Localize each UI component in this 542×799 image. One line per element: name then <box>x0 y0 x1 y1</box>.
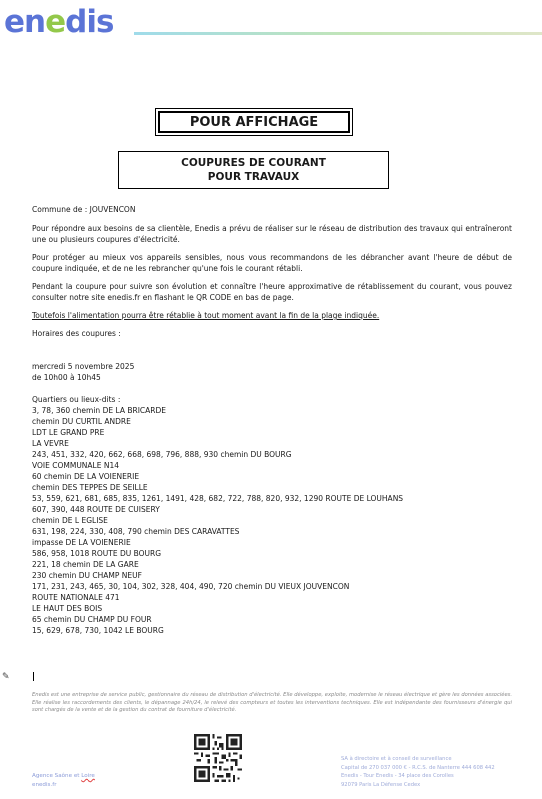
subtitle-line2: POUR TRAVAUX <box>207 171 300 183</box>
title-box <box>155 108 353 136</box>
list-item: 3, 78, 360 chemin DE LA BRICARDE <box>32 406 166 415</box>
list-item: 65 chemin DU CHAMP DU FOUR <box>32 615 152 624</box>
legal-line: SA à directoire et à conseil de surveillance <box>341 756 452 762</box>
list-item: LE HAUT DES BOIS <box>32 604 103 613</box>
list-item: 171, 231, 243, 465, 30, 104, 302, 328, 404, 490, 720 chemin DU VIEUX JOUVENCON <box>32 582 350 591</box>
list-item: impasse DE LA VOIENERIE <box>32 538 131 547</box>
subtitle-line1: COUPURES DE COURANT <box>181 157 326 169</box>
list-item: VOIE COMMUNALE N14 <box>32 461 120 470</box>
subtitle-box <box>118 151 389 189</box>
agency-block <box>32 772 95 790</box>
commune-line: Commune de : JOUVENCON <box>32 205 136 214</box>
header-divider <box>134 32 542 35</box>
agency-region: Loire <box>81 773 95 779</box>
outage-date: mercredi 5 novembre 2025 <box>32 362 135 371</box>
list-item: LDT LE GRAND PRE <box>32 428 105 437</box>
list-item: 586, 958, 1018 ROUTE DU BOURG <box>32 549 162 558</box>
footer-description: Enedis est une entreprise de service public, gestionnaire du réseau de distribution d'électricité. Elle développe, exploite, modernise le réseau électrique et gère les données associées. Elle réalise les raccordements des clients, le dépannage 24h/24, le relevé des compteurs et toutes les interventions techniques. Elle est indépendante des fournisseurs d'énergie qui sont chargés de la vente et de la gestion du contrat de fourniture d'électricité. <box>32 692 512 713</box>
legal-line: Capital de 270 037 000 € - R.C.S. de Nanterre 444 608 442 <box>341 764 495 771</box>
list-item: 60 chemin DE LA VOIENERIE <box>32 472 140 481</box>
pencil-icon[interactable]: ✎ <box>2 672 10 682</box>
outage-time: de 10h00 à 10h45 <box>32 373 101 382</box>
agency-name: Agence Saône et <box>32 773 80 779</box>
list-item: chemin DE L EGLISE <box>32 516 108 525</box>
list-item: 631, 198, 224, 330, 408, 790 chemin DES CARAVATTES <box>32 527 240 536</box>
list-item: 243, 451, 332, 420, 662, 668, 698, 796, 888, 930 chemin DU BOURG <box>32 450 292 459</box>
list-item: chemin DES TEPPES DE SEILLE <box>32 483 148 492</box>
warning-line: Toutefois l'alimentation pourra être rétablie à tout moment avant la fin de la plage indiquée. <box>32 311 380 320</box>
tracking-paragraph: Pendant la coupure pour suivre son évolution et connaître l'heure approximative de rétablissement du courant, vous pouvez consulter notre site enedis.fr en flashant le QR CODE en bas de page. <box>32 282 512 302</box>
protection-paragraph: Pour protéger au mieux vos appareils sensibles, nous vous recommandons de les débrancher avant l'heure de début de coupure indiquée, et de ne les rebrancher qu'une fois le courant rétabli. <box>32 253 512 273</box>
enedis-logo: enedis <box>4 4 114 40</box>
list-item: 15, 629, 678, 730, 1042 LE BOURG <box>32 626 164 635</box>
list-item: 221, 18 chemin DE LA GARE <box>32 560 139 569</box>
list-item: 53, 559, 621, 681, 685, 835, 1261, 1491, 428, 682, 722, 788, 820, 932, 1290 ROUTE DE LOUHANS <box>32 494 404 503</box>
legal-line: Enedis - Tour Enedis - 34 place des Corolles <box>341 773 454 779</box>
intro-paragraph: Pour répondre aux besoins de sa clientèle, Enedis a prévu de réaliser sur le réseau de distribution des travaux qui entraîneront une ou plusieurs coupures d'électricité. <box>32 224 512 244</box>
list-item: 230 chemin DU CHAMP NEUF <box>32 571 142 580</box>
agency-website[interactable]: enedis.fr <box>32 782 57 788</box>
hours-label: Horaires des coupures : <box>32 329 121 338</box>
qr-code-icon[interactable] <box>194 734 242 782</box>
legal-block <box>341 755 495 789</box>
text-cursor <box>33 672 34 681</box>
legal-line: 92079 Paris La Défense Cedex <box>341 781 421 788</box>
places-list <box>32 405 512 636</box>
places-label: Quartiers ou lieux-dits : <box>32 395 121 404</box>
list-item: 607, 390, 448 ROUTE DE CUISERY <box>32 505 160 514</box>
document-body <box>32 204 512 636</box>
list-item: LA VEVRE <box>32 439 69 448</box>
list-item: chemin DU CURTIL ANDRE <box>32 417 131 426</box>
page-title: POUR AFFICHAGE <box>158 111 350 133</box>
list-item: ROUTE NATIONALE 471 <box>32 593 120 602</box>
